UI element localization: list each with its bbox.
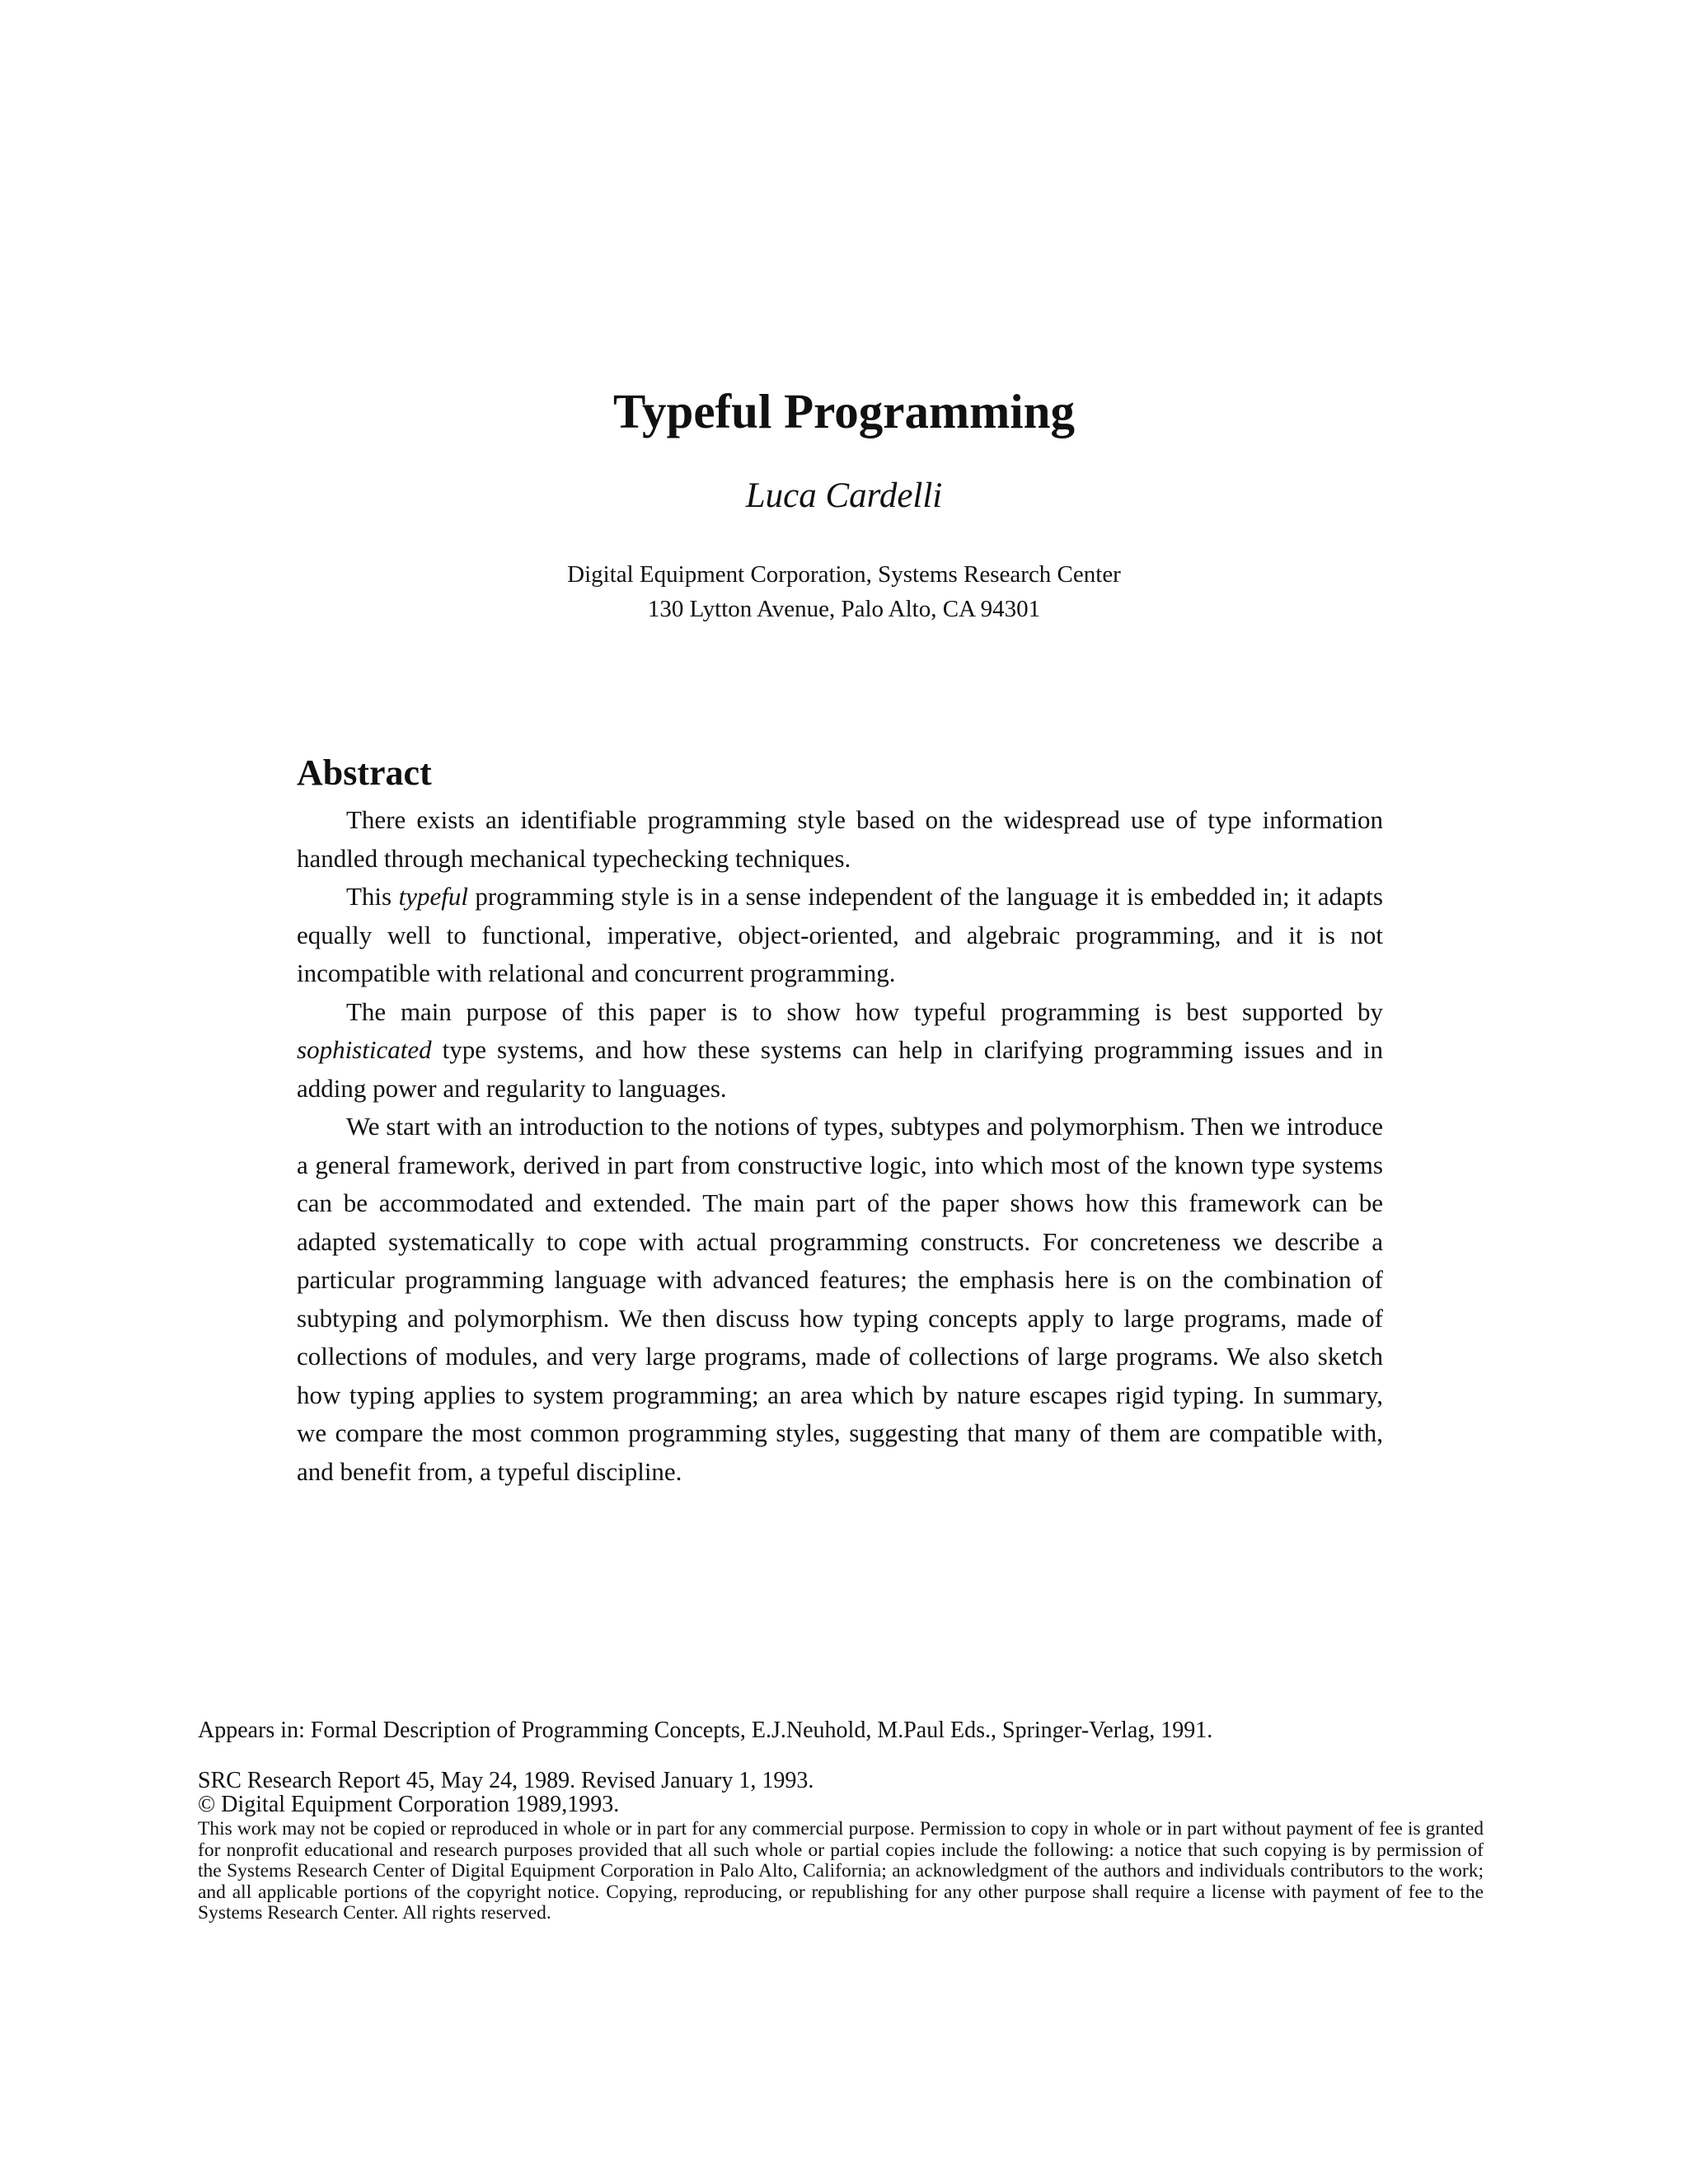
publication-note: Appears in: Formal Description of Programming Concepts, E.J.Neuhold, M.Paul Eds., Springer-Verlag, 1991. [198, 1718, 1213, 1743]
copyright-line: © Digital Equipment Corporation 1989,1993. [198, 1792, 620, 1817]
abstract-p2-text-end: programming style is in a sense independent of the language it is embedded in; it adapts equally well to functional, imperative, object-oriented, and algebraic programming, and it is not incompatible with relational and concurrent programming. [297, 882, 1383, 987]
affiliation [0, 557, 1688, 626]
abstract-p3-text-end: type systems, and how these systems can help in clarifying programming issues and in adding power and regularity to languages. [297, 1035, 1383, 1103]
affiliation-organization: Digital Equipment Corporation, Systems Research Center [567, 561, 1121, 588]
abstract-paragraph-4: We start with an introduction to the notions of types, subtypes and polymorphism. Then we introduce a general framework, derived in part from constructive logic, into which most of the known type systems can be accommodated and extended. The main part of the paper shows how this framework can be adapted systematically to cope with actual programming constructs. For concreteness we describe a particular programming language with advanced features; the emphasis here is on the combination of subtyping and polymorphism. We then discuss how typing concepts apply to large programs, made of collections of modules, and very large programs, made of collections of large programs. We also sketch how typing applies to system programming; an area which by nature escapes rigid typing. In summary, we compare the most common programming styles, suggesting that many of them are compatible with, and benefit from, a typeful discipline. [297, 1112, 1383, 1486]
abstract-paragraph-1: There exists an identifiable programming style based on the widespread use of type information handled through mechanical typechecking techniques. [297, 805, 1383, 873]
author-name: Luca Cardelli [745, 476, 943, 515]
abstract-p2-emphasis: typeful [398, 882, 468, 911]
report-info [198, 1769, 1484, 1816]
copyright-notice: This work may not be copied or reproduced in whole or in part for any commercial purpose. Permission to copy in whole or in part without payment of fee is granted for nonprofit educational and research purposes provided that all such whole or partial copies include the following: a notice that such copying is by permission of the Systems Research Center of Digital Equipment Corporation in Palo Alto, California; an acknowledgment of the authors and individuals contributors to the work; and all applicable portions of the copyright notice. Copying, reproducing, or republishing for any other purpose shall require a license with payment of fee to the Systems Research Center. All rights reserved. [198, 1818, 1484, 1924]
abstract-p3-emphasis: sophisticated [297, 1035, 432, 1064]
report-number-line: SRC Research Report 45, May 24, 1989. Revised January 1, 1993. [198, 1768, 814, 1793]
paper-title: Typeful Programming [613, 384, 1075, 438]
abstract-paragraph-2 [297, 878, 1383, 993]
affiliation-address: 130 Lytton Avenue, Palo Alto, CA 94301 [647, 596, 1041, 622]
abstract-p2-text-start: This [346, 882, 399, 911]
abstract-body [297, 801, 1383, 1491]
abstract-heading: Abstract [297, 752, 432, 793]
abstract-p3-text-start: The main purpose of this paper is to show how typeful programming is best supported by [346, 996, 1383, 1026]
abstract-paragraph-3 [297, 993, 1383, 1108]
